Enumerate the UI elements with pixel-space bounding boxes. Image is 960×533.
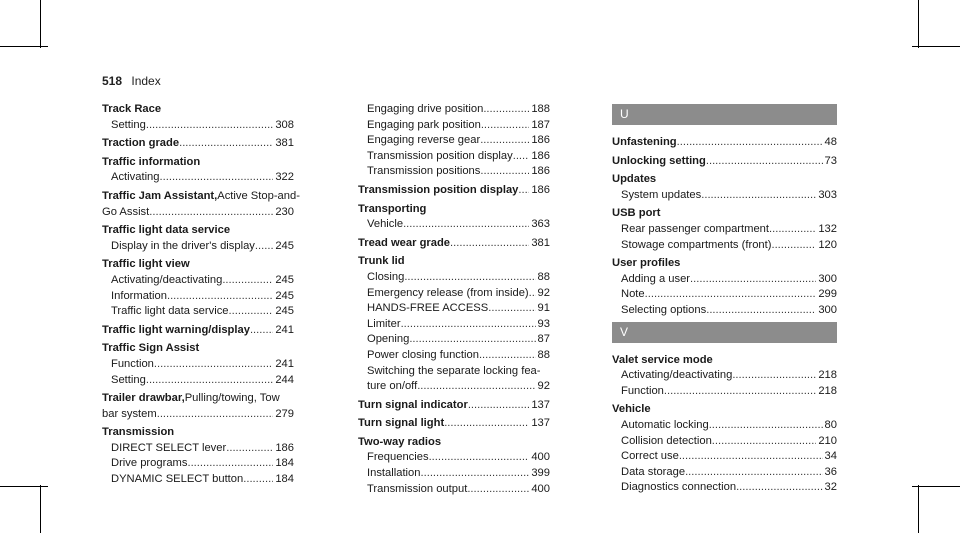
- index-heading: Updates: [612, 173, 657, 186]
- page-ref: 279: [275, 407, 294, 420]
- page-ref: 186: [531, 134, 550, 147]
- index-heading-line[interactable]: [102, 102, 294, 118]
- page-ref: 400: [531, 482, 550, 495]
- leader-dots: [513, 149, 530, 165]
- leader-dots: [250, 323, 273, 339]
- index-subentry: Data storage: [621, 465, 686, 478]
- index-heading-line[interactable]: [612, 353, 837, 369]
- page-ref: 210: [818, 434, 837, 447]
- leader-dots: [421, 466, 530, 482]
- crop-mark: [912, 486, 960, 487]
- index-line[interactable]: [612, 480, 837, 496]
- page-ref: 184: [275, 473, 294, 486]
- index-heading-line[interactable]: [102, 189, 300, 205]
- index-line[interactable]: [102, 472, 294, 488]
- index-line[interactable]: [612, 188, 837, 204]
- page-ref: 303: [818, 188, 837, 201]
- index-heading: Track Race: [102, 103, 162, 115]
- crop-mark: [918, 0, 919, 48]
- index-heading-cont: Active Stop-and-: [217, 189, 300, 202]
- index-subentry: Engaging reverse gear: [367, 134, 481, 147]
- leader-dots: [146, 373, 273, 389]
- index-subentry: Emergency release (from inside): [367, 286, 529, 299]
- page-ref: 188: [531, 103, 550, 115]
- page-ref: 36: [824, 465, 837, 478]
- index-heading-line[interactable]: [358, 236, 550, 252]
- index-heading: Transmission position display: [358, 183, 519, 196]
- index-heading-line[interactable]: [102, 341, 294, 357]
- crop-mark: [918, 485, 919, 533]
- page-ref: 137: [531, 398, 550, 411]
- index-entry: [612, 135, 837, 151]
- leader-dots: [480, 133, 529, 149]
- index-line[interactable]: [102, 205, 294, 221]
- leader-dots: [769, 222, 816, 238]
- page-ref: 186: [275, 441, 294, 454]
- index-line[interactable]: [358, 164, 550, 180]
- index-subentry: Activating/deactivating: [621, 369, 733, 382]
- index-subentry: Power closing function: [367, 348, 479, 361]
- index-heading: Unlocking setting: [612, 154, 706, 167]
- index-line[interactable]: [612, 465, 837, 481]
- page-ref: 186: [531, 149, 550, 162]
- leader-dots: [736, 480, 822, 496]
- index-subentry: Installation: [367, 467, 421, 480]
- index-entry: [102, 323, 294, 339]
- index-entry: [612, 154, 837, 170]
- leader-dots: [664, 384, 816, 400]
- index-subentry: HANDS-FREE ACCESS: [367, 302, 489, 315]
- index-subentry: DIRECT SELECT lever: [111, 441, 227, 454]
- index-subentry: Information: [111, 289, 167, 302]
- index-entry: [102, 341, 294, 388]
- index-entry: [358, 236, 550, 252]
- leader-dots: [690, 272, 816, 288]
- index-heading: User profiles: [612, 257, 681, 270]
- index-entry: [358, 416, 550, 432]
- index-heading-line[interactable]: [102, 155, 294, 171]
- page-ref: 73: [824, 154, 837, 167]
- index-line[interactable]: [612, 303, 837, 319]
- index-heading: Unfastening: [612, 136, 677, 148]
- leader-dots: [167, 289, 273, 305]
- index-line[interactable]: [612, 287, 837, 303]
- index-heading: Traffic Jam Assistant,: [102, 189, 218, 202]
- section-title: Index: [131, 74, 161, 88]
- index-line[interactable]: [612, 272, 837, 288]
- index-heading-line[interactable]: [358, 435, 550, 451]
- index-heading: Trailer drawbar,: [102, 392, 185, 405]
- page-ref: 88: [537, 348, 550, 361]
- index-heading: Valet service mode: [612, 353, 713, 366]
- leader-dots: [480, 164, 529, 180]
- index-line[interactable]: [102, 273, 294, 289]
- page-ref: 137: [531, 417, 550, 430]
- page-ref: 241: [275, 357, 294, 370]
- index-heading: Traffic light data service: [102, 224, 231, 237]
- index-heading-line[interactable]: [358, 398, 550, 414]
- leader-dots: [468, 398, 530, 414]
- index-line[interactable]: [612, 238, 837, 254]
- leader-dots: [488, 301, 535, 317]
- leader-dots: [255, 239, 273, 255]
- page-ref: 93: [537, 317, 550, 330]
- leader-dots: [146, 118, 273, 134]
- leader-dots: [518, 183, 529, 199]
- index-entry: [612, 353, 837, 400]
- index-line[interactable]: [102, 456, 294, 472]
- index-heading-line[interactable]: [612, 256, 837, 272]
- page-ref: 399: [531, 467, 550, 480]
- index-line[interactable]: [358, 286, 550, 302]
- page-ref: 80: [824, 418, 837, 431]
- index-subentry: Display in the driver's display: [111, 239, 255, 252]
- page-ref: 400: [531, 451, 550, 464]
- page-ref: 241: [275, 323, 294, 336]
- index-subentry: Setting: [111, 118, 146, 131]
- index-subentry: Correct use: [621, 450, 679, 463]
- index-subentry: Diagnostics connection: [621, 481, 737, 494]
- index-entry: [358, 102, 550, 180]
- index-heading-line[interactable]: [612, 154, 837, 170]
- leader-dots: [401, 317, 536, 333]
- page-ref: 186: [531, 165, 550, 178]
- index-entry: [358, 254, 550, 394]
- leader-dots: [229, 304, 274, 320]
- index-line[interactable]: [102, 357, 294, 373]
- index-line[interactable]: [612, 222, 837, 238]
- page-ref: 363: [531, 218, 550, 231]
- index-entry: [102, 425, 294, 487]
- leader-dots: [679, 449, 823, 465]
- index-line[interactable]: [102, 373, 294, 389]
- index-heading-line[interactable]: [358, 183, 550, 199]
- index-subentry: System updates: [621, 188, 702, 201]
- index-entry: [102, 257, 294, 319]
- index-heading-line[interactable]: [358, 254, 550, 270]
- leader-dots: [404, 270, 535, 286]
- index-line[interactable]: [358, 133, 550, 149]
- index-subentry: Transmission positions: [367, 165, 481, 178]
- leader-dots: [712, 434, 817, 450]
- page-ref: 300: [818, 303, 837, 316]
- index-subentry: Function: [111, 357, 154, 370]
- index-line[interactable]: [358, 149, 550, 165]
- page-ref: 245: [275, 305, 294, 318]
- index-entry: [358, 398, 550, 414]
- leader-dots: [479, 348, 536, 364]
- index-line[interactable]: [358, 450, 550, 466]
- index-subentry: Vehicle: [367, 218, 404, 231]
- leader-dots: [677, 135, 823, 151]
- leader-dots: [409, 332, 535, 348]
- page-ref: 308: [275, 118, 294, 131]
- crop-mark: [912, 46, 960, 47]
- index-heading: Tread wear grade: [358, 236, 451, 249]
- page-ref: 245: [275, 273, 294, 286]
- leader-dots: [429, 450, 530, 466]
- index-entry: [102, 102, 294, 133]
- index-heading: Traffic Sign Assist: [102, 342, 200, 355]
- index-subentry: Drive programs: [111, 457, 188, 470]
- page-ref: 218: [818, 384, 837, 397]
- index-line[interactable]: [102, 289, 294, 305]
- leader-dots: [483, 102, 529, 118]
- leader-dots: [403, 217, 529, 233]
- page-ref: 88: [537, 270, 550, 283]
- index-heading: Trunk lid: [358, 255, 405, 268]
- leader-dots: [709, 418, 823, 434]
- index-line[interactable]: [612, 368, 837, 384]
- page-ref: 245: [275, 239, 294, 252]
- leader-dots: [467, 482, 529, 498]
- page-ref: 91: [537, 302, 550, 315]
- index-heading-line[interactable]: [612, 402, 837, 418]
- index-entry: [358, 202, 550, 233]
- page-ref: 230: [275, 205, 294, 218]
- index-line[interactable]: [102, 170, 294, 186]
- letter-band: V: [612, 322, 837, 343]
- index-heading: Traffic information: [102, 155, 201, 168]
- index-line[interactable]: [358, 118, 550, 134]
- index-heading: Traction grade: [102, 137, 180, 150]
- page-ref: 322: [275, 171, 294, 184]
- index-line[interactable]: [358, 379, 550, 395]
- index-entry: [612, 206, 837, 253]
- index-line[interactable]: [358, 301, 550, 317]
- index-heading-line[interactable]: [102, 257, 294, 273]
- index-entry: [612, 256, 837, 318]
- index-subentry: ture on/off: [367, 380, 418, 393]
- index-heading-line[interactable]: [612, 206, 837, 222]
- leader-dots: [417, 379, 535, 395]
- leader-dots: [529, 286, 536, 302]
- index-line[interactable]: [358, 217, 550, 233]
- page-ref: 187: [531, 118, 550, 131]
- leader-dots: [645, 287, 817, 303]
- index-column-2: [358, 102, 550, 500]
- page-ref: 92: [537, 380, 550, 393]
- index-entry: [102, 155, 294, 186]
- index-subentry: Note: [621, 288, 645, 301]
- index-heading: Transmission: [102, 426, 175, 439]
- index-subentry: Traffic light data service: [111, 305, 229, 318]
- index-line[interactable]: [358, 102, 550, 118]
- page-ref: 381: [275, 137, 294, 150]
- page-ref: 32: [824, 481, 837, 494]
- page-ref: 218: [818, 369, 837, 382]
- page-ref: 120: [818, 238, 837, 251]
- leader-dots: [685, 465, 822, 481]
- page-ref: 245: [275, 289, 294, 302]
- leader-dots: [771, 238, 816, 254]
- index-heading-cont: Pulling/towing, Tow: [184, 392, 280, 405]
- leader-dots: [187, 456, 273, 472]
- index-heading: Transporting: [358, 202, 427, 215]
- page-ref: 299: [818, 288, 837, 301]
- index-line[interactable]: [102, 239, 294, 255]
- index-heading: Turn signal light: [358, 417, 445, 430]
- index-heading-line[interactable]: [358, 416, 550, 432]
- index-heading: USB port: [612, 207, 661, 220]
- index-subentry: Selecting options: [621, 303, 707, 316]
- leader-dots: [243, 472, 273, 488]
- index-line[interactable]: [358, 317, 550, 333]
- index-heading-line[interactable]: [612, 172, 837, 188]
- index-line[interactable]: [102, 441, 294, 457]
- index-entry: [358, 183, 550, 199]
- index-subentry: Closing: [367, 270, 405, 283]
- index-subentry: DYNAMIC SELECT button: [111, 473, 244, 486]
- index-heading: Two-way radios: [358, 435, 442, 448]
- index-line[interactable]: [612, 449, 837, 465]
- index-line[interactable]: [358, 482, 550, 498]
- page-number: 518: [102, 74, 123, 88]
- index-line[interactable]: [358, 364, 550, 380]
- page-ref: 48: [824, 136, 837, 148]
- index-line[interactable]: [612, 418, 837, 434]
- index-column-1: [102, 102, 300, 491]
- index-subentry: Frequencies: [367, 451, 429, 464]
- index-subentry: Collision detection: [621, 434, 712, 447]
- crop-mark: [0, 46, 48, 47]
- index-heading: Traffic light warning/display: [102, 323, 250, 336]
- index-heading-line[interactable]: [102, 391, 294, 407]
- index-line[interactable]: [612, 384, 837, 400]
- index-entry: [612, 172, 837, 203]
- index-heading: Turn signal indicator: [358, 398, 468, 411]
- page-ref: 34: [824, 450, 837, 463]
- index-subentry: Engaging drive position: [367, 103, 484, 115]
- page-ref: 92: [537, 286, 550, 299]
- crop-mark: [40, 485, 41, 533]
- index-heading-line[interactable]: [612, 135, 837, 151]
- index-entry: [102, 223, 294, 254]
- crop-mark: [0, 486, 48, 487]
- index-heading-line[interactable]: [102, 425, 294, 441]
- leader-dots: [226, 441, 273, 457]
- index-subentry: Rear passenger compartment: [621, 222, 769, 235]
- index-line[interactable]: [358, 466, 550, 482]
- index-heading: Vehicle: [612, 403, 651, 416]
- index-subentry: Opening: [367, 333, 410, 346]
- index-subentry: Automatic locking: [621, 418, 709, 431]
- crop-mark: [40, 0, 41, 48]
- page-ref: 184: [275, 457, 294, 470]
- index-subentry: Stowage compartments (front): [621, 238, 772, 251]
- index-heading-wrap: bar system: [102, 407, 157, 420]
- leader-dots: [444, 416, 529, 432]
- index-line[interactable]: [358, 348, 550, 364]
- leader-dots: [149, 205, 273, 221]
- index-subentry: Setting: [111, 373, 146, 386]
- leader-dots: [706, 303, 816, 319]
- index-entry: [612, 402, 837, 496]
- leader-dots: [450, 236, 529, 252]
- page-ref: 300: [818, 272, 837, 285]
- index-heading-line[interactable]: [102, 323, 294, 339]
- index-line[interactable]: [102, 407, 294, 423]
- leader-dots: [481, 118, 530, 134]
- letter-band: U: [612, 104, 837, 125]
- index-heading: Traffic light view: [102, 258, 190, 271]
- index-subentry: Function: [621, 384, 664, 397]
- leader-dots: [701, 188, 816, 204]
- index-line[interactable]: [612, 434, 837, 450]
- index-subentry: Engaging park position: [367, 118, 481, 131]
- index-entry: [358, 435, 550, 497]
- page-header: [102, 74, 161, 88]
- page-ref: 381: [531, 236, 550, 249]
- index-heading-line[interactable]: [102, 223, 294, 239]
- index-subentry: Switching the separate locking fea-: [367, 364, 541, 377]
- leader-dots: [706, 154, 823, 170]
- page-ref: 244: [275, 373, 294, 386]
- index-line[interactable]: [102, 304, 294, 320]
- leader-dots: [222, 273, 273, 289]
- page-ref: 186: [531, 183, 550, 196]
- leader-dots: [157, 407, 274, 423]
- page-ref: 87: [537, 333, 550, 346]
- index-subentry: Limiter: [367, 317, 401, 330]
- index-heading-line[interactable]: [358, 202, 550, 218]
- index-subentry: Adding a user: [621, 272, 691, 285]
- index-subentry: Activating: [111, 171, 160, 184]
- index-entry: [102, 136, 294, 152]
- leader-dots: [160, 170, 274, 186]
- index-column-3: [612, 102, 837, 499]
- index-line[interactable]: [358, 270, 550, 286]
- leader-dots: [154, 357, 273, 373]
- index-entry: [102, 189, 300, 220]
- leader-dots: [179, 136, 273, 152]
- page-ref: 132: [818, 222, 837, 235]
- index-subentry: Activating/deactivating: [111, 273, 223, 286]
- index-subentry: Transmission output: [367, 482, 468, 495]
- leader-dots: [732, 368, 816, 384]
- index-line[interactable]: [358, 332, 550, 348]
- index-line[interactable]: [102, 118, 294, 134]
- index-entry: [102, 391, 294, 422]
- index-heading-line[interactable]: [102, 136, 294, 152]
- index-heading-wrap: Go Assist: [102, 205, 150, 218]
- index-subentry: Transmission position display: [367, 149, 513, 162]
